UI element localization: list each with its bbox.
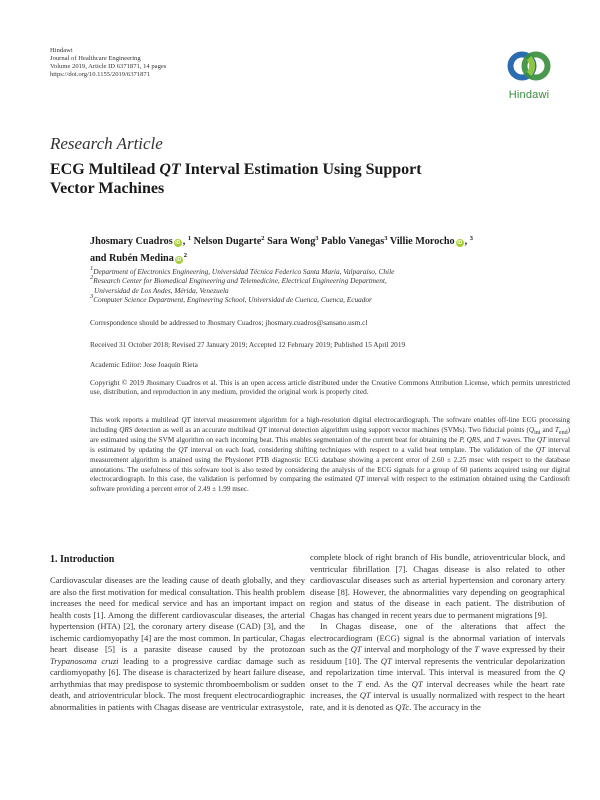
title-part: ECG Multilead [50,161,160,178]
affiliation [90,286,570,295]
orcid-icon[interactable]: iD [175,240,181,246]
left-column [50,575,305,713]
abstract-italic: QT [536,435,547,444]
paragraph-text: . The accuracy in the [409,701,481,712]
paragraph [50,575,305,713]
abstract-text: , and [479,435,497,444]
italic-term: QT [380,655,392,666]
orcid-icon[interactable]: iD [176,257,182,263]
italic-term: QT [411,678,423,689]
abstract-text: interval detection algorithm using support vector machines (SVMs). Two fiducial points ( [266,425,529,434]
abstract-text: interval measurement algorithm is attained using the Physionet PTB diagnostic ECG database showing a percent error of 2.60 ± 2.25 msec with respect to the database annotations. The usefulness of this software tool is also tested by considering the analysis of the ECG signals for a group of 60 patients acquired using our digital electrocardiograph. In this case, the validation is performed by comparing the estimated [90,445,571,484]
hindawi-logo-icon [506,46,552,86]
author-name[interactable]: Pablo Vanegas [321,236,385,247]
paragraph-text: end. As the [361,678,412,689]
affiliation-marker: 2 [261,235,265,242]
affiliation-marker: 3 [384,235,388,242]
abstract-italic: QT [181,416,191,424]
affiliation-text: Research Center for Biomedical Engineering and Telemedicine, Electrical Engineering Department, [93,276,387,286]
italic-term: QT [350,644,362,654]
abstract-italic: QT [178,445,188,454]
orcid-icon[interactable]: iD [457,240,463,246]
affiliation [90,267,570,276]
author-name[interactable]: and Rubén Medina [90,253,174,264]
author-name[interactable]: Nelson Dugarte [193,236,262,247]
abstract-text: ) are estimated using the SVM algorithm on each incoming beat. This enables segmentation of the current beat for obtaining the [90,425,570,444]
abstract-subscript: end [558,429,568,436]
section-number: 1. [50,554,58,565]
hindawi-logo [496,46,562,106]
paragraph-text: interval represents the ventricular depolarization and repolarization time interval. This interval is measured from the [310,655,565,677]
paragraph [310,621,565,713]
italic-term: T [474,644,480,654]
article-title [50,160,570,198]
article-type: Research Article [50,134,163,153]
affiliation-number: 1 [90,265,94,272]
affiliation-number: 2 [90,274,94,282]
species-name: Trypanosoma cruzi [50,655,119,666]
abstract-text: interval on each lead, considering shifting techniques with respect to a valid beat template. The validation of the [187,445,536,454]
affiliation-marker: 3 [315,235,319,242]
paragraph [310,552,565,621]
title-part: Interval Estimation Using Support [180,161,422,178]
abstract-text: waves. The [500,435,537,444]
logo-text: Hindawi [508,89,550,101]
masthead [50,47,166,79]
journal-name: Journal of Healthcare Engineering [50,55,141,62]
paragraph-text: complete block of right branch of His bundle, atrioventricular block, and ventricular fibrillation [7]. Chagas disease is also related to other cardiovascular diseases such as arterial hypertension and coronary artery disease [8]. However, the abnormalities vary depending on geographical region and status of the disease in each patient. The distribution of Chagas has changed in recent years due to permanent migrations [9]. [310,552,565,620]
abstract-italic: P, QRS [459,435,480,444]
abstract-text: interval with respect to the estimation obtained using the Cardiosoft software providing a percent error of 2.49 ± 1.99 msec. [90,475,570,494]
right-column [310,552,565,713]
affiliation-number: 3 [90,292,94,300]
affiliation-text: Computer Science Department, Engineering School, Universidad de Cuenca, Cuenca, Ecuador [93,294,372,304]
abstract [90,416,570,495]
copyright-notice: Copyright © 2019 Jhosmary Cuadros et al. This is an open access article distributed under the Creative Commons Attribution License, which permits unrestricted use, distribution, and reproduction in any medium, provided the original work is properly cited. [90,378,570,397]
affiliation-marker: 1 [187,235,192,242]
abstract-italic: T [554,425,559,434]
abstract-text: interval measurement algorithm for a high-resolution digital electrocardiograph. The software enables off-line ECG processing including [90,416,570,434]
affiliation-text: Department of Electronics Engineering, Universidad Técnica Federico Santa María, Valparaíso, Chile [93,267,395,276]
paragraph-text: onset to the [310,678,358,689]
italic-term: QTc [395,701,410,712]
abstract-text: detection as well as an accurate multilead [132,425,258,434]
abstract-italic: Q [528,425,535,434]
abstract-italic: QRS [119,425,133,434]
volume-line: Volume 2019, Article ID 6371871, 14 pages [50,63,167,70]
publisher-name: Hindawi [50,47,73,54]
author-name[interactable]: Sara Wong [267,236,316,247]
italic-term: T [357,678,362,689]
publication-dates: Received 31 October 2018; Revised 27 January 2019; Accepted 12 February 2019; Published 15 April 2019 [90,340,406,349]
affiliation-text: Universidad de Los Andes, Mérida, Venezuela [94,285,229,295]
separator: , [182,236,188,247]
paragraph-text: In Chagas disease, one of the alterations that affect the electrocardiogram (ECG) signal is the abnormal variation of intervals such as the [310,621,565,654]
paragraph-text: interval decreases while the heart rate increases, the [310,678,565,700]
abstract-italic: QT [257,425,267,434]
abstract-text: interval is estimated by updating the [90,435,570,454]
abstract-italic: QT [535,445,546,454]
affiliations [90,267,570,304]
paragraph-text: interval is usually normalized with respect to the heart rate, and it is denoted as [310,690,566,712]
affiliation [90,292,570,304]
academic-editor: Academic Editor: Jose Joaquín Rieta [90,360,198,369]
affiliation-marker: 3 [469,235,473,242]
title-line-2: Vector Machines [50,180,165,197]
paragraph-text: leading to a progressive cardiac damage such as cardiomyopathy [6]. The disease is characterized by heart failure disease, arrhythmias that may predispose to systemic thromboembolism or sudden death, and atrioventricular block. The most frequent electrocardiographic abnormalities in patients with Chagas disease are ventricular extrasystole, [50,655,305,712]
abstract-text: and [540,425,555,434]
affiliation-marker: 2 [183,252,188,259]
affiliation [90,276,570,285]
paragraph-text: wave expressed by their residuum [10]. The [310,644,565,666]
correspondence: Correspondence should be addressed to Jhosmary Cuadros; jhosmary.cuadros@sansano.usm.cl [90,318,368,327]
abstract-italic: T [496,435,501,444]
separator: , [464,236,470,247]
author-name[interactable]: Villie Morocho [389,236,455,247]
title-italic: QT [159,161,181,178]
abstract-text: This work reports a multilead [90,416,182,424]
author-name[interactable]: Jhosmary Cuadros [90,236,173,247]
italic-term: Q [558,667,565,677]
doi-link[interactable]: https://doi.org/10.1155/2019/6371871 [50,71,151,78]
section-heading [50,554,114,565]
paragraph-text: interval and morphology of the [361,644,475,654]
author-list [90,233,570,267]
paragraph-text: Cardiovascular diseases are the leading cause of death globally, and they are also the first motivation for medical consultation. This health problem increases the need for medical service and has an important impact on health costs [1]. Among the different cardiovascular diseases, the arterial hypertension (HTA) [2], the coronary artery disease (CAD) [3], and the ischemic cardiomyopathy [4] are the most common. In particular, Chagas heart disease [5] is a parasite disease caused by the protozoan [50,575,305,654]
abstract-italic: QT [355,475,365,484]
section-title: Introduction [60,554,115,565]
italic-term: QT [359,690,371,700]
abstract-subscript: ini [534,429,541,436]
